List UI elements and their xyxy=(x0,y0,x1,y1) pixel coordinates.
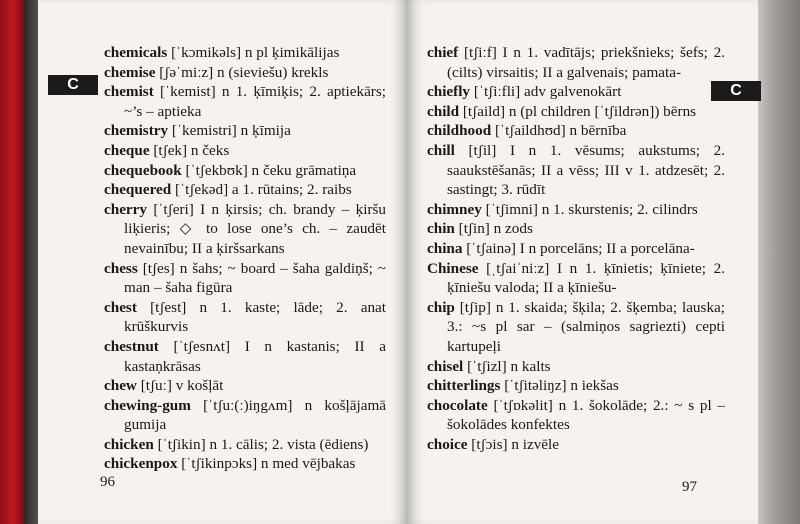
entry-headword: chestnut xyxy=(104,337,159,355)
dictionary-entry xyxy=(104,259,386,298)
entry-headword: chequered xyxy=(104,181,172,199)
dictionary-entry xyxy=(427,200,725,220)
entry-headword: chiefly xyxy=(427,83,471,101)
dictionary-entry xyxy=(427,239,725,259)
dictionary-entry xyxy=(427,376,725,396)
entry-headword: chew xyxy=(104,377,137,395)
letter-thumb-tab: C xyxy=(48,75,98,95)
dictionary-entry xyxy=(427,121,725,141)
entry-headword: chimney xyxy=(427,200,482,218)
entry-headword: chip xyxy=(427,298,455,316)
entry-definition: [ˈtʃiːfli] adv galvenokārt xyxy=(470,83,622,101)
entry-headword: china xyxy=(427,239,463,257)
entry-definition: [ˈtʃikinpɔks] n med vējbakas xyxy=(177,455,356,473)
entry-headword: chemise xyxy=(104,63,156,81)
entry-definition: [ˌtʃaiˈniːz] I n 1. ķīnietis; ķīniete; 2. ķīniešu valoda; II a ķīniešu- xyxy=(447,259,725,297)
page-stack-edge xyxy=(758,0,800,524)
entry-definition: [tʃiːf] I n 1. vadītājs; priekšnieks; šefs; 2. (cilts) virsaitis; II a galvenais; pamata- xyxy=(447,44,725,81)
dictionary-entry xyxy=(104,82,386,121)
entry-definition: [ʃəˈmiːz] n (sieviešu) krekls xyxy=(155,63,329,81)
dictionary-entry xyxy=(427,298,725,357)
dictionary-entry xyxy=(104,141,386,161)
entry-definition: [tʃin] n zods xyxy=(454,220,533,238)
page-number: 97 xyxy=(682,479,697,495)
dictionary-entry xyxy=(427,102,725,122)
entry-definition: [ˈkemistri] n ķīmija xyxy=(168,122,291,140)
entry-headword: chicken xyxy=(104,435,154,453)
entry-definition: [tʃek] n čeks xyxy=(149,141,230,159)
dictionary-entry xyxy=(104,180,386,200)
entry-headword: chess xyxy=(104,259,138,277)
entry-headword: chest xyxy=(104,298,137,316)
entry-definition: [ˈtʃaildhʊd] n bērnība xyxy=(491,122,627,140)
entry-definition: [ˈtʃesnʌt] I n kastanis; II a kastaņkrāsas xyxy=(124,337,386,375)
entry-headword: chemistry xyxy=(104,122,169,140)
dictionary-entry xyxy=(104,376,386,396)
entry-headword: chill xyxy=(427,141,455,159)
entry-definition: [ˈtʃikin] n 1. cālis; 2. vista (ēdiens) xyxy=(153,435,369,453)
dictionary-entry xyxy=(427,259,725,298)
dictionary-entry xyxy=(427,219,725,239)
entry-definition: [tʃuː] v košļāt xyxy=(136,377,224,395)
dictionary-entry xyxy=(104,161,386,181)
dictionary-entry xyxy=(427,435,725,455)
entry-definition: [ˈtʃizl] n kalts xyxy=(463,357,551,375)
entry-definition: [tʃaild] n (pl children [ˈtʃildrən]) bērns xyxy=(459,102,697,120)
page-number: 96 xyxy=(100,474,115,490)
dictionary-entry xyxy=(104,121,386,141)
entry-headword: chitterlings xyxy=(427,377,501,395)
entry-definition: [tʃip] n 1. skaida; šķila; 2. šķemba; lauska; 3.: ~s pl sar – (salmiņos sagriezti) cepti kartupeļi xyxy=(447,298,725,355)
entry-headword: childhood xyxy=(427,122,492,140)
entry-headword: choice xyxy=(427,435,468,453)
entry-definition: [tʃest] n 1. kaste; lāde; 2. anat krūškurvis xyxy=(124,298,386,336)
right-page xyxy=(406,0,758,524)
entry-definition: [tʃil] I n 1. vēsums; aukstums; 2. saaukstēšanās; II a vēss; III v 1. atdzesēt; 2. sastingt; 3. rūdīt xyxy=(447,141,725,199)
book-cover-edge xyxy=(0,0,24,524)
dictionary-entry xyxy=(427,43,725,82)
entry-headword: chocolate xyxy=(427,396,488,414)
entry-definition: [tʃes] n šahs; ~ board – šaha galdiņš; ~ man – šaha figūra xyxy=(124,259,386,297)
dictionary-entry xyxy=(427,141,725,200)
entry-headword: cherry xyxy=(104,200,148,218)
entry-headword: Chinese xyxy=(427,259,479,277)
entry-definition: [ˈkemist] n 1. ķīmiķis; 2. aptiekārs; ~’s – aptieka xyxy=(124,83,386,120)
dictionary-entry xyxy=(104,200,386,259)
left-entry-list xyxy=(104,43,386,474)
dictionary-entry xyxy=(104,43,386,63)
entry-definition: [tʃɔis] n izvēle xyxy=(467,435,559,453)
dictionary-entry xyxy=(104,454,386,474)
entry-headword: child xyxy=(427,102,460,120)
entry-headword: chisel xyxy=(427,357,464,375)
letter-thumb-tab: C xyxy=(711,81,761,101)
entry-headword: chewing-gum xyxy=(104,396,191,414)
entry-definition: [ˈtʃekbʊk] n čeku grāmatiņa xyxy=(181,161,357,179)
dictionary-entry xyxy=(104,298,386,337)
entry-definition: [ˈtʃimni] n 1. skurstenis; 2. cilindrs xyxy=(481,200,698,218)
entry-definition: [ˈtʃɒkəlit] n 1. šokolāde; 2.: ~ s pl – šokolādes konfektes xyxy=(447,396,725,434)
dictionary-entry xyxy=(427,82,725,102)
book-spine-shadow xyxy=(24,0,38,524)
entry-headword: chief xyxy=(427,44,459,61)
entry-headword: chemicals xyxy=(104,44,168,61)
entry-definition: [ˈtʃekəd] a 1. rūtains; 2. raibs xyxy=(171,181,352,199)
dictionary-entry xyxy=(104,396,386,435)
entry-headword: chemist xyxy=(104,83,154,101)
entry-headword: cheque xyxy=(104,141,150,159)
entry-definition: [ˈtʃainə] I n porcelāns; II a porcelāna- xyxy=(462,239,695,257)
dictionary-entry xyxy=(427,396,725,435)
dictionary-entry xyxy=(427,357,725,377)
entry-headword: chin xyxy=(427,220,455,238)
right-entry-list xyxy=(427,43,725,454)
entry-definition: [ˈtʃitəliŋz] n iekšas xyxy=(500,377,619,395)
entry-definition: [ˈtʃeri] I n ķirsis; ch. brandy – ķiršu liķieris; ◇ to lose one’s ch. – zaudēt nevainību; II a ķiršsarkans xyxy=(124,200,386,257)
entry-headword: chickenpox xyxy=(104,455,178,473)
dictionary-entry xyxy=(104,337,386,376)
dictionary-entry xyxy=(104,63,386,83)
entry-definition: [ˈtʃuː(ː)iŋgʌm] n košļājamā gumija xyxy=(124,396,386,434)
entry-headword: chequebook xyxy=(104,161,182,179)
dictionary-entry xyxy=(104,435,386,455)
entry-definition: [ˈkɔmikəls] n pl ķimikālijas xyxy=(167,44,340,61)
